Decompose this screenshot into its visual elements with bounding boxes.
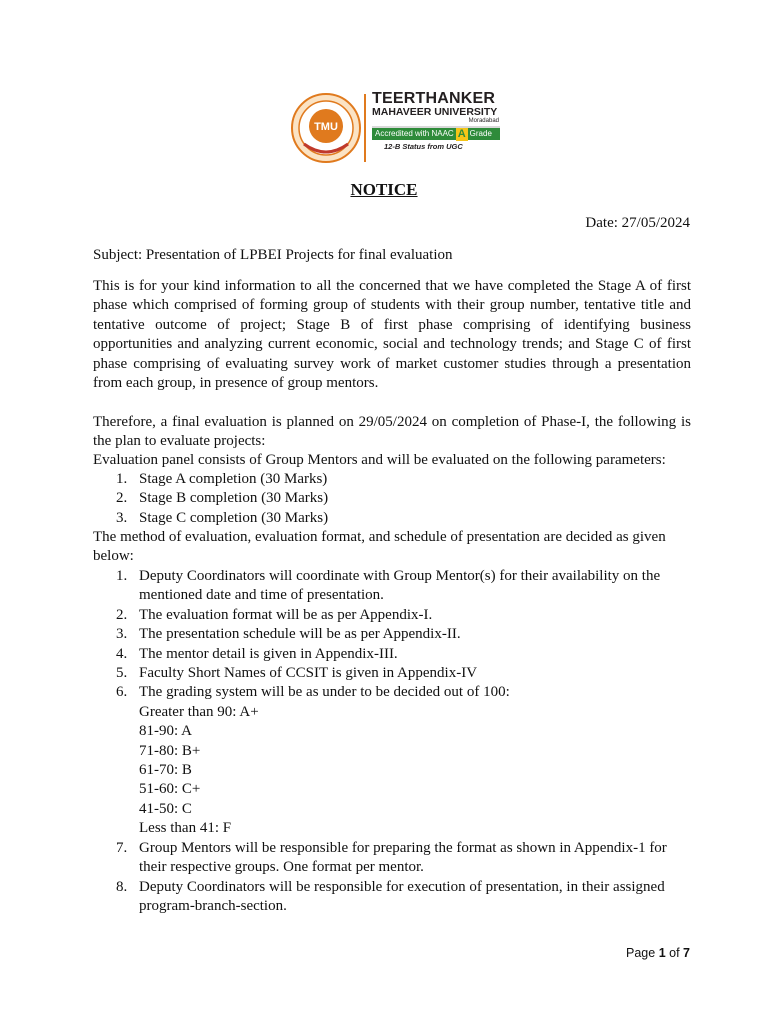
university-seal-icon bbox=[290, 92, 362, 164]
brand-subtitle: MAHAVEER UNIVERSITY bbox=[372, 106, 498, 118]
method-line-cont: below: bbox=[93, 548, 134, 564]
naac-suffix: Grade bbox=[469, 129, 492, 138]
naac-grade: A bbox=[457, 127, 466, 140]
grade-row: 51-60: C+ bbox=[139, 781, 201, 798]
list-item: 3. Stage C completion (30 Marks) bbox=[116, 509, 329, 526]
grade-row: 61-70: B bbox=[139, 762, 192, 779]
steps-list bbox=[93, 567, 691, 916]
university-logo bbox=[290, 90, 505, 168]
brand-block bbox=[372, 90, 505, 152]
naac-accreditation-badge bbox=[372, 126, 500, 140]
parameters-list bbox=[93, 470, 693, 528]
method-line: The method of evaluation, evaluation format, and schedule of presentation are decided as given bbox=[93, 529, 666, 545]
list-item: 4. The mentor detail is given in Appendix-III. bbox=[116, 645, 398, 662]
intro-paragraph: This is for your kind information to all the concerned that we have completed the Stage A of first phase which comprised of forming group of students with their group number, tentative title and tentative outcome of project; Stage B of first phase comprising of identifying business opportunities and analyzing current economic, social and technology trends; and Stage C of first phase comprising of evaluating survey work of market customer studies through a presentation from each group, in presence of group mentors. bbox=[93, 278, 691, 392]
naac-prefix: Accredited with NAAC bbox=[375, 129, 454, 138]
svg-text:TMU: TMU bbox=[314, 121, 338, 133]
list-item: 7. Group Mentors will be responsible for preparing the format as shown in Appendix-1 for their respective groups. One format per mentor. bbox=[116, 839, 667, 876]
list-item: 2. The evaluation format will be as per Appendix-I. bbox=[116, 606, 433, 623]
list-item: 3. The presentation schedule will be as per Appendix-II. bbox=[116, 626, 461, 643]
list-item: 1. Deputy Coordinators will coordinate with Group Mentor(s) for their availability on the mentioned date and time of presentation. bbox=[116, 568, 661, 604]
ugc-status: 12-B Status from UGC bbox=[384, 142, 463, 151]
grading-scale bbox=[139, 703, 691, 839]
logo-divider bbox=[364, 94, 366, 162]
grade-row: Less than 41: F bbox=[139, 820, 232, 837]
list-item: 1. Stage A completion (30 Marks) bbox=[116, 471, 328, 487]
list-item: 5. Faculty Short Names of CCSIT is given in Appendix-IV bbox=[116, 665, 478, 682]
evaluation-paragraph: Therefore, a final evaluation is planned on 29/05/2024 on completion of Phase-I, the following is the plan to evaluate projects: bbox=[93, 414, 691, 450]
list-item: 6. The grading system will be as under to be decided out of 100: Greater than 90: A+ 81-90: A 71-80: B+ 61-70: B 51-60: C+ 41-50: C Less than 41: F bbox=[93, 683, 691, 838]
notice-subject: Subject: Presentation of LPBEI Projects for final evaluation bbox=[93, 247, 453, 263]
grade-row: Greater than 90: A+ bbox=[139, 703, 259, 720]
grade-row: 41-50: C bbox=[139, 800, 192, 817]
brand-city: Moradabad bbox=[468, 118, 499, 124]
notice-title: NOTICE bbox=[350, 180, 418, 199]
brand-name: TEERTHANKER bbox=[372, 90, 496, 107]
list-item: 8. Deputy Coordinators will be responsible for execution of presentation, in their assigned program-branch-section. bbox=[116, 878, 665, 914]
notice-date: Date: 27/05/2024 bbox=[585, 215, 690, 231]
panel-line: Evaluation panel consists of Group Mentors and will be evaluated on the following parameters: bbox=[93, 452, 666, 468]
page-number: Page 1 of 7 bbox=[626, 946, 690, 960]
grade-row: 81-90: A bbox=[139, 723, 192, 740]
grade-row: 71-80: B+ bbox=[139, 742, 201, 759]
list-item: 2. Stage B completion (30 Marks) bbox=[116, 490, 329, 507]
